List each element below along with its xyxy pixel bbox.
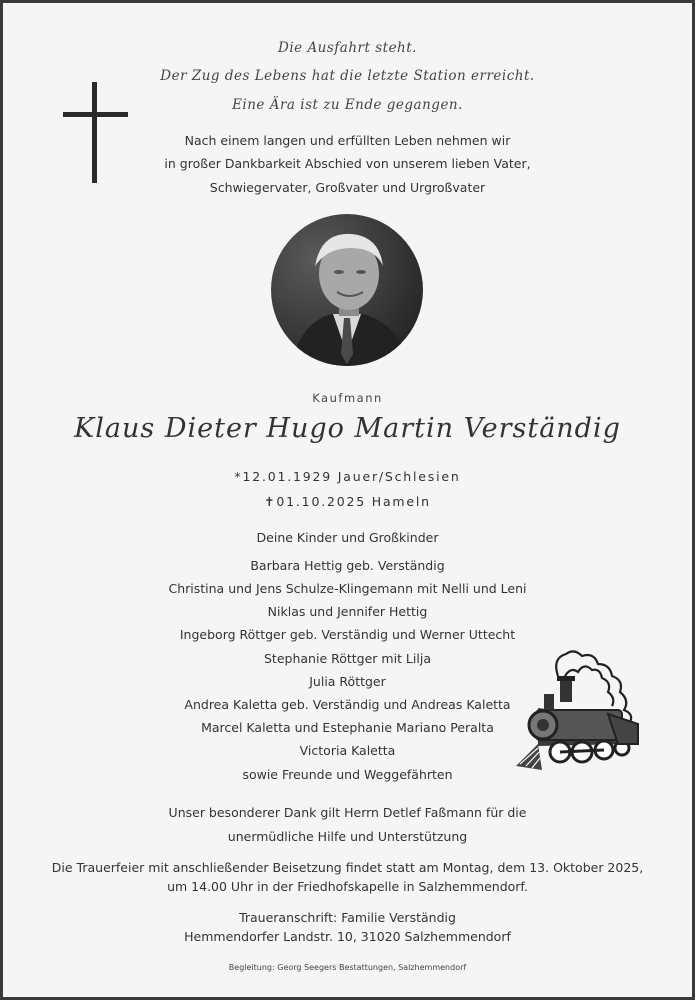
address-line-2: Hemmendorfer Landstr. 10, 31020 Salzhemmendorf (184, 929, 511, 944)
thanks-line-2: unermüdliche Hilfe und Unterstützung (227, 829, 468, 844)
family-line: Andrea Kaletta geb. Verständig und Andreas Kaletta (184, 697, 511, 712)
funeral-line-2: um 14.00 Uhr in der Friedhofskapelle in Salzhemmendorf. (167, 879, 528, 894)
intro-line-3: Schwiegervater, Großvater und Urgroßvater (209, 180, 486, 195)
family-line: Victoria Kaletta (299, 743, 396, 758)
intro-line-2: in großer Dankbarkeit Abschied von unserem lieben Vater, (164, 156, 531, 171)
steam-locomotive-icon (508, 648, 643, 783)
intro-line-1: Nach einem langen und erfüllten Leben nehmen wir (184, 133, 511, 148)
family-line: Julia Röttger (309, 674, 386, 689)
death-date (3, 494, 692, 509)
family-line: sowie Freunde und Weggefährten (242, 767, 453, 782)
obituary-page (3, 3, 692, 997)
portrait-photo (271, 214, 423, 366)
thanks-line-1: Unser besonderer Dank gilt Herrn Detlef Faßmann für die (168, 805, 527, 820)
footer-credit: Begleitung: Georg Seegers Bestattungen, Salzhemmendorf (228, 963, 467, 972)
family-line: Marcel Kaletta und Estephanie Mariano Peralta (201, 720, 494, 735)
deceased-name: Klaus Dieter Hugo Martin Verständig (74, 413, 621, 444)
family-line: Barbara Hettig geb. Verständig (250, 558, 445, 573)
poem-line-3: Eine Ära ist zu Ende gegangen. (232, 97, 463, 113)
birth-date: *12.01.1929 Jauer/Schlesien (234, 469, 461, 484)
death-date-text: 01.10.2025 Hameln (276, 494, 431, 509)
poem-line-1: Die Ausfahrt steht. (278, 40, 417, 56)
family-intro: Deine Kinder und Großkinder (256, 530, 439, 545)
family-line: Stephanie Röttger mit Lilja (264, 651, 431, 666)
family-line: Christina und Jens Schulze-Klingemann mit Nelli und Leni (168, 581, 527, 596)
poem-line-2: Der Zug des Lebens hat die letzte Station erreicht. (160, 68, 535, 84)
family-line: Niklas und Jennifer Hettig (267, 604, 428, 619)
profession: Kaufmann (312, 391, 383, 405)
funeral-line-1: Die Trauerfeier mit anschließender Beisetzung findet statt am Montag, dem 13. Oktober 2025, (51, 860, 644, 875)
death-cross-icon: ✝ (264, 494, 277, 509)
family-line: Ingeborg Röttger geb. Verständig und Werner Uttecht (179, 627, 516, 642)
address-line-1: Traueranschrift: Familie Verständig (239, 910, 456, 925)
